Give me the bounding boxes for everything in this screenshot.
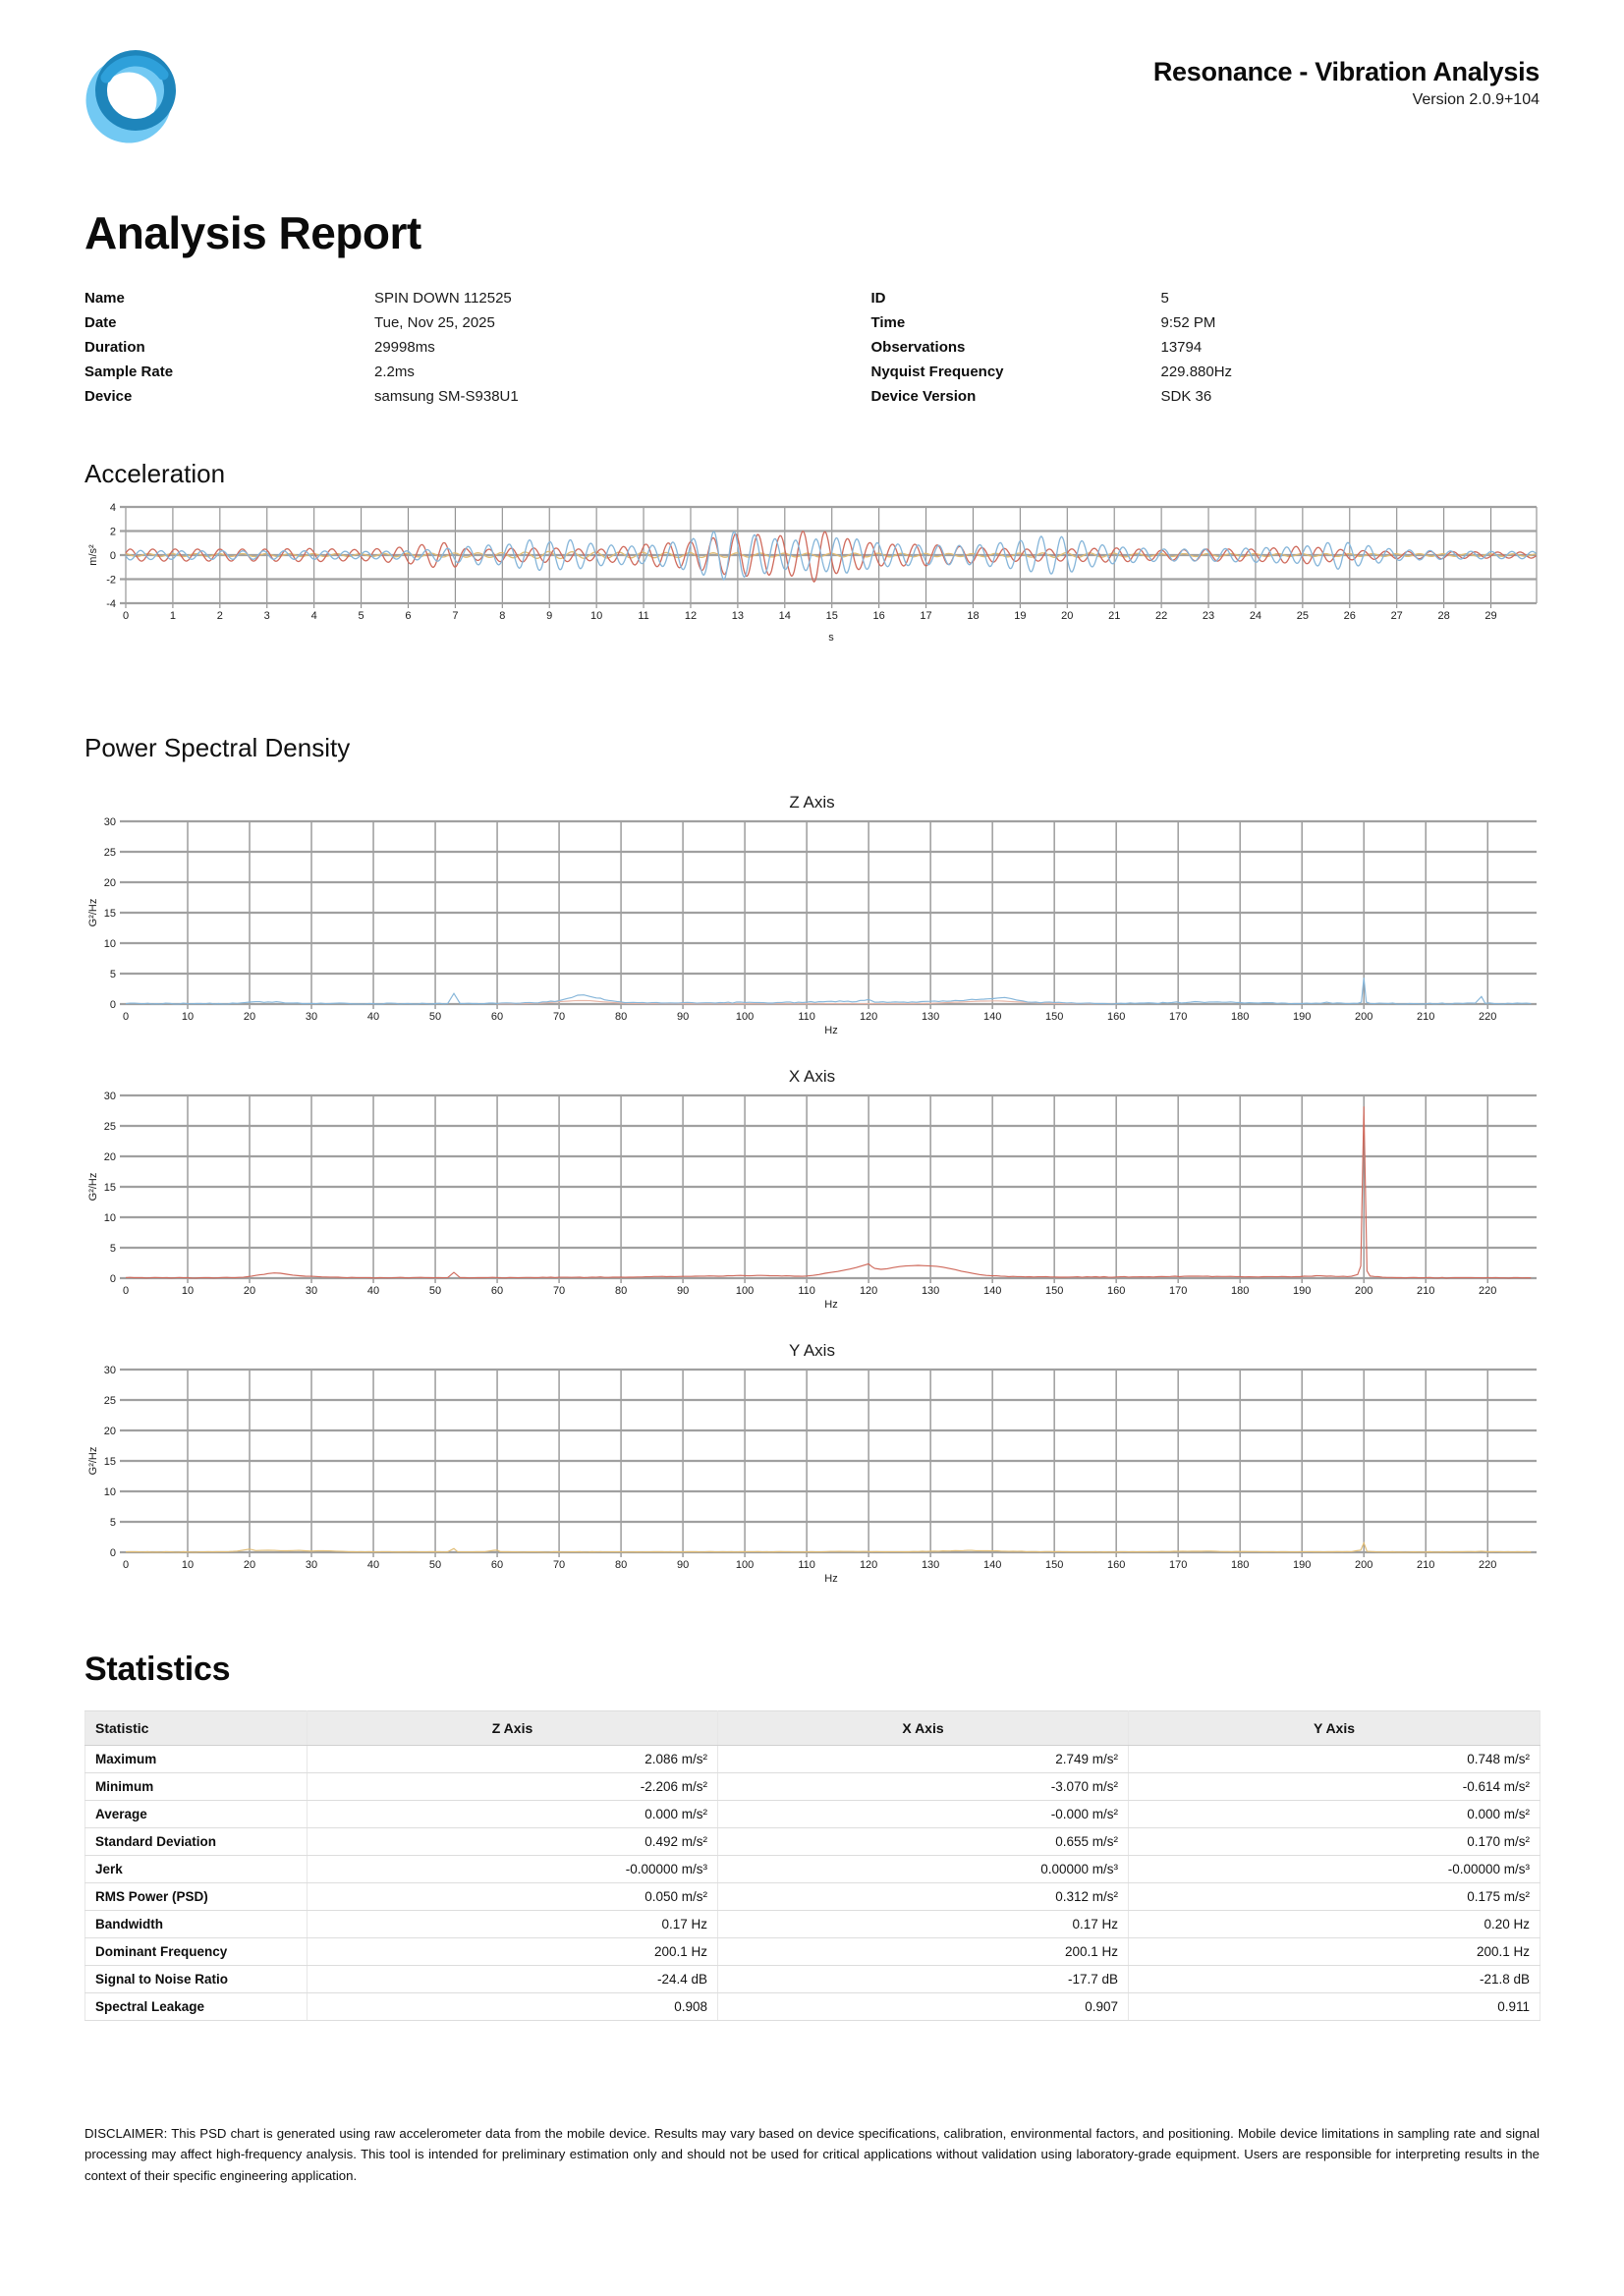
- statistic-value: 0.00000 m/s³: [718, 1856, 1129, 1883]
- svg-text:0: 0: [122, 1559, 130, 1571]
- svg-text:170: 170: [1168, 1285, 1188, 1297]
- metadata-column-right: [871, 289, 1540, 406]
- svg-text:190: 190: [1293, 1011, 1312, 1023]
- statistic-value: -3.070 m/s²: [718, 1773, 1129, 1801]
- statistic-value: 0.17 Hz: [718, 1911, 1129, 1938]
- axis-grid: [120, 821, 1537, 1009]
- svg-text:30: 30: [103, 1091, 116, 1102]
- axis-grid: [120, 1095, 1537, 1283]
- svg-text:-2: -2: [106, 574, 116, 587]
- svg-text:40: 40: [366, 1559, 380, 1571]
- meta-value: 9:52 PM: [1160, 314, 1216, 331]
- svg-text:180: 180: [1231, 1011, 1250, 1023]
- svg-text:20: 20: [243, 1559, 256, 1571]
- meta-label: Sample Rate: [84, 364, 174, 380]
- svg-text:5: 5: [109, 969, 116, 980]
- svg-text:29: 29: [1484, 610, 1497, 622]
- svg-text:220: 220: [1479, 1011, 1497, 1023]
- psd-x-axis-chart: [84, 1091, 1540, 1312]
- tick-labels: [104, 1091, 1497, 1297]
- svg-text:200: 200: [1355, 1011, 1373, 1023]
- svg-text:80: 80: [614, 1559, 628, 1571]
- svg-text:10: 10: [103, 938, 116, 950]
- statistic-value: 0.312 m/s²: [718, 1883, 1129, 1911]
- svg-text:190: 190: [1293, 1285, 1312, 1297]
- svg-text:100: 100: [735, 1011, 755, 1023]
- svg-text:60: 60: [490, 1011, 504, 1023]
- meta-label: Duration: [84, 339, 145, 356]
- x-axis-label: Hz: [824, 1025, 838, 1036]
- meta-value: 229.880Hz: [1160, 364, 1233, 380]
- svg-text:1: 1: [169, 610, 176, 622]
- app-logo-icon: [84, 45, 183, 143]
- svg-text:4: 4: [310, 610, 317, 622]
- svg-text:150: 150: [1044, 1011, 1064, 1023]
- section-heading-acceleration: Acceleration: [84, 459, 226, 488]
- svg-text:4: 4: [109, 503, 116, 514]
- meta-label: ID: [870, 290, 886, 307]
- table-row: [85, 1746, 1540, 1773]
- svg-text:210: 210: [1417, 1285, 1435, 1297]
- svg-text:25: 25: [103, 847, 116, 859]
- statistic-value: 0.911: [1129, 1993, 1540, 2021]
- svg-text:120: 120: [859, 1285, 878, 1297]
- svg-text:5: 5: [109, 1517, 116, 1529]
- statistics-table-header: [85, 1711, 1540, 1746]
- svg-text:10: 10: [103, 1212, 116, 1224]
- statistic-value: -0.00000 m/s³: [1129, 1856, 1540, 1883]
- disclaimer-text: DISCLAIMER: This PSD chart is generated using raw accelerometer data from the mobile device. Results may vary based on device specifications, calibration, environmental factors, and positioning. Mobile device limitations in sampling rate and signal processing may affect high-frequency analysis. This tool is intended for preliminary estimation only and should not be used for critical applications without validation using laboratory-grade equipment. Users are responsible for interpreting results in the context of their specific engineering application.: [84, 2126, 1540, 2183]
- svg-text:170: 170: [1168, 1559, 1188, 1571]
- table-row: [85, 1801, 1540, 1828]
- svg-text:190: 190: [1293, 1559, 1312, 1571]
- statistic-label: Jerk: [85, 1856, 308, 1883]
- svg-text:25: 25: [103, 1395, 116, 1407]
- svg-text:140: 140: [982, 1559, 1002, 1571]
- column-header: Y Axis: [1129, 1711, 1540, 1746]
- svg-text:10: 10: [181, 1011, 195, 1023]
- app-version: Version 2.0.9+104: [1412, 91, 1540, 108]
- svg-text:160: 160: [1106, 1559, 1126, 1571]
- table-row: [85, 1828, 1540, 1856]
- svg-text:11: 11: [638, 610, 649, 622]
- svg-text:24: 24: [1249, 610, 1262, 622]
- chart-title-z-axis: Z Axis: [789, 793, 835, 812]
- svg-text:150: 150: [1044, 1285, 1064, 1297]
- statistics-table-body: [85, 1746, 1540, 2021]
- svg-text:0: 0: [109, 1273, 116, 1285]
- svg-text:210: 210: [1417, 1011, 1435, 1023]
- section-heading-psd: Power Spectral Density: [84, 733, 351, 762]
- y-axis-label: G²/Hz: [87, 1172, 99, 1202]
- statistic-value: 0.000 m/s²: [1129, 1801, 1540, 1828]
- svg-text:30: 30: [305, 1285, 318, 1297]
- statistic-label: RMS Power (PSD): [85, 1883, 308, 1911]
- svg-text:25: 25: [1296, 610, 1309, 622]
- svg-text:60: 60: [490, 1285, 504, 1297]
- svg-text:19: 19: [1014, 610, 1027, 622]
- chart-title-x-axis: X Axis: [788, 1067, 836, 1086]
- meta-value: 13794: [1160, 339, 1203, 356]
- svg-text:130: 130: [921, 1011, 940, 1023]
- statistic-value: -2.206 m/s²: [308, 1773, 718, 1801]
- statistic-value: 0.492 m/s²: [308, 1828, 718, 1856]
- table-row: [85, 1966, 1540, 1993]
- table-row: [85, 1883, 1540, 1911]
- statistic-label: Dominant Frequency: [85, 1938, 308, 1966]
- meta-label: Observations: [870, 339, 966, 356]
- svg-text:9: 9: [546, 610, 553, 622]
- meta-value: SDK 36: [1160, 388, 1212, 405]
- svg-text:0: 0: [122, 1011, 130, 1023]
- svg-text:30: 30: [305, 1011, 318, 1023]
- svg-text:30: 30: [305, 1559, 318, 1571]
- statistic-value: 200.1 Hz: [308, 1938, 718, 1966]
- series-y: [126, 1542, 1531, 1552]
- svg-text:140: 140: [982, 1011, 1002, 1023]
- svg-text:5: 5: [358, 610, 364, 622]
- psd-z-axis-chart: [84, 816, 1540, 1037]
- statistic-label: Bandwidth: [85, 1911, 308, 1938]
- svg-text:20: 20: [103, 877, 116, 889]
- svg-text:16: 16: [872, 610, 885, 622]
- header-title-block: [1153, 45, 1540, 109]
- svg-text:15: 15: [103, 908, 116, 920]
- svg-text:20: 20: [243, 1011, 256, 1023]
- statistic-value: 0.170 m/s²: [1129, 1828, 1540, 1856]
- meta-label: Name: [84, 290, 125, 307]
- svg-text:0: 0: [122, 610, 130, 622]
- page-title: Analysis Report: [84, 207, 421, 258]
- statistic-label: Standard Deviation: [85, 1828, 308, 1856]
- y-axis-label: m/s²: [87, 544, 99, 566]
- x-axis-label: Hz: [824, 1299, 838, 1311]
- svg-text:17: 17: [920, 610, 932, 622]
- svg-text:110: 110: [798, 1285, 815, 1297]
- statistic-value: 0.748 m/s²: [1129, 1746, 1540, 1773]
- statistic-value: 0.908: [308, 1993, 718, 2021]
- statistic-value: -0.614 m/s²: [1129, 1773, 1540, 1801]
- metadata-grid: [84, 289, 1540, 406]
- statistic-value: -21.8 dB: [1129, 1966, 1540, 1993]
- statistic-value: -17.7 dB: [718, 1966, 1129, 1993]
- svg-text:3: 3: [263, 610, 270, 622]
- svg-text:130: 130: [921, 1285, 940, 1297]
- tick-labels: [104, 1365, 1497, 1571]
- svg-text:6: 6: [405, 610, 412, 622]
- series-x: [126, 1106, 1531, 1278]
- table-row: [85, 1856, 1540, 1883]
- y-axis-label: G²/Hz: [87, 898, 99, 927]
- meta-label: Date: [84, 314, 117, 331]
- svg-text:7: 7: [452, 610, 459, 622]
- meta-value: 29998ms: [374, 339, 435, 356]
- x-axis-label: s: [828, 632, 834, 644]
- statistic-value: 0.907: [718, 1993, 1129, 2021]
- metadata-column-left: [84, 289, 754, 406]
- svg-text:130: 130: [921, 1559, 940, 1571]
- svg-text:220: 220: [1479, 1285, 1497, 1297]
- chart-title-y-axis: Y Axis: [789, 1341, 835, 1360]
- meta-label: Time: [870, 314, 906, 331]
- tick-labels: [104, 816, 1497, 1023]
- svg-text:70: 70: [552, 1285, 566, 1297]
- svg-text:100: 100: [735, 1559, 755, 1571]
- svg-text:0: 0: [109, 550, 116, 562]
- svg-text:15: 15: [103, 1456, 116, 1468]
- statistic-value: 0.17 Hz: [308, 1911, 718, 1938]
- statistic-value: -0.00000 m/s³: [308, 1856, 718, 1883]
- svg-text:90: 90: [676, 1011, 690, 1023]
- svg-text:20: 20: [1061, 610, 1074, 622]
- table-row: [85, 1938, 1540, 1966]
- table-row: [85, 1911, 1540, 1938]
- meta-value: 5: [1160, 290, 1169, 307]
- svg-text:80: 80: [614, 1285, 628, 1297]
- acceleration-chart: [84, 503, 1540, 650]
- svg-text:80: 80: [614, 1011, 628, 1023]
- svg-text:40: 40: [366, 1011, 380, 1023]
- svg-text:160: 160: [1106, 1285, 1126, 1297]
- svg-text:50: 50: [428, 1285, 442, 1297]
- svg-text:12: 12: [684, 610, 698, 622]
- svg-text:14: 14: [778, 610, 791, 622]
- svg-text:26: 26: [1343, 610, 1356, 622]
- svg-text:20: 20: [243, 1285, 256, 1297]
- meta-value: Tue, Nov 25, 2025: [374, 314, 495, 331]
- statistic-value: 200.1 Hz: [1129, 1938, 1540, 1966]
- statistic-value: 0.655 m/s²: [718, 1828, 1129, 1856]
- report-header: [84, 45, 1540, 143]
- y-axis-label: G²/Hz: [87, 1446, 99, 1476]
- statistics-table: [84, 1710, 1540, 2021]
- svg-text:50: 50: [428, 1559, 442, 1571]
- meta-value: SPIN DOWN 112525: [374, 290, 512, 307]
- svg-text:160: 160: [1106, 1011, 1126, 1023]
- svg-text:30: 30: [103, 1365, 116, 1376]
- svg-text:20: 20: [103, 1151, 116, 1163]
- meta-label: Device Version: [870, 388, 977, 405]
- statistic-label: Minimum: [85, 1773, 308, 1801]
- svg-text:18: 18: [967, 610, 980, 622]
- svg-text:210: 210: [1417, 1559, 1435, 1571]
- svg-text:120: 120: [859, 1011, 878, 1023]
- svg-text:220: 220: [1479, 1559, 1497, 1571]
- statistic-value: 0.175 m/s²: [1129, 1883, 1540, 1911]
- svg-text:150: 150: [1044, 1559, 1064, 1571]
- statistic-value: 2.749 m/s²: [718, 1746, 1129, 1773]
- svg-text:0: 0: [122, 1285, 130, 1297]
- meta-value: 2.2ms: [374, 364, 415, 380]
- svg-text:10: 10: [181, 1559, 195, 1571]
- svg-text:25: 25: [103, 1121, 116, 1133]
- svg-text:180: 180: [1231, 1285, 1250, 1297]
- statistic-label: Signal to Noise Ratio: [85, 1966, 308, 1993]
- svg-text:0: 0: [109, 999, 116, 1011]
- meta-label: Device: [84, 388, 133, 405]
- svg-text:110: 110: [798, 1559, 815, 1571]
- table-row: [85, 1993, 1540, 2021]
- statistic-label: Average: [85, 1801, 308, 1828]
- svg-text:10: 10: [181, 1285, 195, 1297]
- psd-y-axis-chart: [84, 1365, 1540, 1586]
- svg-text:20: 20: [103, 1426, 116, 1437]
- svg-text:50: 50: [428, 1011, 442, 1023]
- statistic-value: 2.086 m/s²: [308, 1746, 718, 1773]
- svg-text:30: 30: [103, 816, 116, 828]
- statistic-label: Spectral Leakage: [85, 1993, 308, 2021]
- statistic-value: 0.050 m/s²: [308, 1883, 718, 1911]
- svg-text:70: 70: [552, 1559, 566, 1571]
- svg-text:2: 2: [216, 610, 223, 622]
- svg-text:90: 90: [676, 1559, 690, 1571]
- svg-text:10: 10: [103, 1486, 116, 1498]
- svg-text:170: 170: [1168, 1011, 1188, 1023]
- app-title: Resonance - Vibration Analysis: [1152, 57, 1540, 86]
- svg-text:140: 140: [982, 1285, 1002, 1297]
- meta-value: samsung SM-S938U1: [374, 388, 519, 405]
- x-axis-label: Hz: [824, 1573, 838, 1585]
- statistic-value: 200.1 Hz: [718, 1938, 1129, 1966]
- section-heading-statistics: Statistics: [84, 1651, 231, 1688]
- svg-text:5: 5: [109, 1243, 116, 1255]
- statistic-value: -24.4 dB: [308, 1966, 718, 1993]
- svg-text:28: 28: [1437, 610, 1450, 622]
- statistic-value: 0.000 m/s²: [308, 1801, 718, 1828]
- series-z: [126, 978, 1531, 1004]
- table-row: [85, 1773, 1540, 1801]
- svg-text:120: 120: [859, 1559, 878, 1571]
- svg-text:-4: -4: [106, 598, 116, 610]
- axis-grid: [120, 1370, 1537, 1557]
- svg-text:110: 110: [798, 1011, 815, 1023]
- svg-text:27: 27: [1390, 610, 1403, 622]
- svg-text:90: 90: [676, 1285, 690, 1297]
- meta-label: Nyquist Frequency: [870, 364, 1004, 380]
- svg-text:70: 70: [552, 1011, 566, 1023]
- svg-text:15: 15: [103, 1182, 116, 1194]
- svg-text:2: 2: [109, 526, 116, 538]
- svg-text:22: 22: [1154, 610, 1168, 622]
- statistic-label: Maximum: [85, 1746, 308, 1773]
- svg-text:200: 200: [1355, 1285, 1373, 1297]
- column-header: X Axis: [718, 1711, 1129, 1746]
- svg-text:8: 8: [499, 610, 506, 622]
- svg-text:200: 200: [1355, 1559, 1373, 1571]
- svg-text:60: 60: [490, 1559, 504, 1571]
- svg-text:100: 100: [735, 1285, 755, 1297]
- statistic-value: 0.20 Hz: [1129, 1911, 1540, 1938]
- svg-text:15: 15: [825, 610, 838, 622]
- svg-text:40: 40: [366, 1285, 380, 1297]
- statistic-value: -0.000 m/s²: [718, 1801, 1129, 1828]
- svg-text:180: 180: [1231, 1559, 1250, 1571]
- column-header: Z Axis: [308, 1711, 718, 1746]
- column-header: Statistic: [85, 1711, 308, 1746]
- svg-text:13: 13: [731, 610, 745, 622]
- svg-text:23: 23: [1202, 610, 1215, 622]
- svg-text:10: 10: [590, 610, 603, 622]
- svg-text:21: 21: [1108, 610, 1121, 622]
- svg-text:0: 0: [109, 1547, 116, 1559]
